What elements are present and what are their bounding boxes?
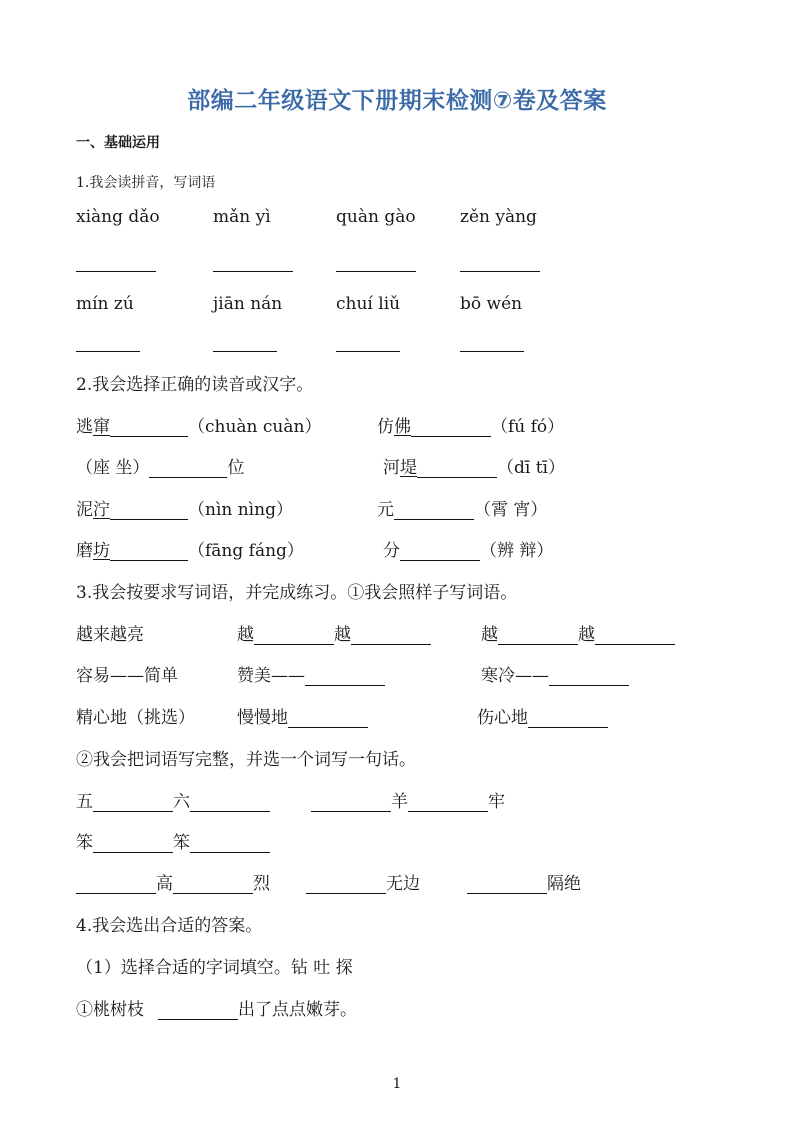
answer-blank[interactable] <box>213 253 293 272</box>
q2-item: 元 （霄 宵） <box>377 500 548 520</box>
pinyin-item: quàn gào <box>336 207 416 227</box>
q4-item: ①桃树枝 出了点点嫩芽。 <box>76 1000 357 1020</box>
q2-item: 泥泞 （nìn nìng） <box>76 500 293 520</box>
q2-item: 逃窜 （chuàn cuàn） <box>76 417 322 437</box>
q3-row-2 <box>0 661 794 689</box>
answer-blank[interactable] <box>417 459 497 478</box>
answer-blank[interactable] <box>305 667 385 686</box>
answer-blank[interactable] <box>306 875 386 894</box>
section-heading: 一、基础运用 <box>76 135 160 151</box>
answer-blank[interactable] <box>460 253 540 272</box>
pinyin-item: bō wén <box>460 294 523 314</box>
answer-blank[interactable] <box>336 253 416 272</box>
q3-item: 五 六 <box>76 787 270 812</box>
q2-item: 磨坊 （fāng fáng） <box>76 541 304 561</box>
q3-row-4 <box>0 787 794 815</box>
q3-sub-heading: ②我会把词语写完整，并选一个词写一句话。 <box>76 750 416 770</box>
q2-row-3 <box>0 495 794 523</box>
answer-blanks-row-1 <box>0 252 794 280</box>
answer-blank[interactable] <box>213 333 277 352</box>
question-2-heading: 2.我会选择正确的读音或汉字。 <box>76 375 314 395</box>
answer-blank[interactable] <box>336 333 400 352</box>
answer-blank[interactable] <box>110 501 188 520</box>
answer-blank[interactable] <box>149 459 227 478</box>
q3-item: 寒冷—— <box>481 661 629 686</box>
pinyin-item: mǎn yì <box>213 207 271 227</box>
q3-item: 无边 <box>306 869 420 894</box>
example-word: 容易——简单 <box>76 666 178 686</box>
pinyin-item: jiān nán <box>213 294 283 314</box>
q3-item: 隔绝 <box>467 869 581 894</box>
answer-blank[interactable] <box>190 834 270 853</box>
pinyin-row-1 <box>0 207 794 235</box>
q3-row-5 <box>0 828 794 856</box>
answer-blank[interactable] <box>158 1001 238 1020</box>
answer-blank[interactable] <box>467 875 547 894</box>
q2-item: 仿佛 （fú fó） <box>377 417 565 437</box>
answer-blank[interactable] <box>595 626 675 645</box>
q3-row-6 <box>0 869 794 897</box>
example-word: 越来越亮 <box>76 625 144 645</box>
answer-blank[interactable] <box>288 709 368 728</box>
q3-item: 笨 笨 <box>76 828 270 853</box>
q3-item: 慢慢地 <box>237 703 368 728</box>
q2-row-1 <box>0 412 794 440</box>
answer-blank[interactable] <box>93 793 173 812</box>
q3-item: 越 越 <box>481 620 675 645</box>
pinyin-item: chuí liǔ <box>336 294 401 314</box>
q3-item: 伤心地 <box>477 703 608 728</box>
answer-blank[interactable] <box>549 667 629 686</box>
q3-row-3 <box>0 703 794 731</box>
q4-item-1 <box>0 995 794 1023</box>
question-4-heading: 4.我会选出合适的答案。 <box>76 916 263 936</box>
answer-blank[interactable] <box>254 626 334 645</box>
answer-blank[interactable] <box>528 709 608 728</box>
q2-row-4 <box>0 536 794 564</box>
answer-blank[interactable] <box>110 418 188 437</box>
pinyin-item: mín zú <box>76 294 134 314</box>
answer-blank[interactable] <box>76 253 156 272</box>
answer-blank[interactable] <box>411 418 491 437</box>
q2-row-2 <box>0 453 794 481</box>
question-3-heading: 3.我会按要求写词语，并完成练习。①我会照样子写词语。 <box>76 583 518 603</box>
answer-blank[interactable] <box>394 501 474 520</box>
answer-blank[interactable] <box>498 626 578 645</box>
answer-blank[interactable] <box>351 626 431 645</box>
pinyin-item: xiàng dǎo <box>76 207 160 227</box>
example-word: 精心地（挑选） <box>76 708 195 728</box>
page-title: 部编二年级语文下册期末检测⑦卷及答案 <box>187 88 607 114</box>
answer-blank[interactable] <box>173 875 253 894</box>
answer-blank[interactable] <box>460 333 524 352</box>
answer-blank[interactable] <box>76 875 156 894</box>
question-1-heading: 1.我会读拼音，写词语 <box>76 175 216 191</box>
q3-item: 赞美—— <box>237 661 385 686</box>
answer-blank[interactable] <box>110 542 188 561</box>
pinyin-item: zěn yàng <box>460 207 537 227</box>
q2-item: 分 （辨 辩） <box>383 541 554 561</box>
answer-blank[interactable] <box>311 793 391 812</box>
q2-item: 河堤 （dī tī） <box>383 458 565 478</box>
answer-blank[interactable] <box>93 834 173 853</box>
pinyin-row-2 <box>0 294 794 322</box>
q3-item: 越 越 <box>237 620 431 645</box>
answer-blank[interactable] <box>76 333 140 352</box>
q3-item: 羊 牢 <box>311 787 505 812</box>
answer-blank[interactable] <box>408 793 488 812</box>
q3-row-1 <box>0 620 794 648</box>
answer-blank[interactable] <box>190 793 270 812</box>
page-number: 1 <box>392 1076 402 1092</box>
q2-item: （座 坐） 位 <box>76 458 245 478</box>
answer-blank[interactable] <box>400 542 480 561</box>
answer-blanks-row-2 <box>0 332 794 360</box>
q3-item: 高 烈 <box>76 869 270 894</box>
q4-sub-heading: （1）选择合适的字词填空。钻 吐 探 <box>76 958 353 978</box>
